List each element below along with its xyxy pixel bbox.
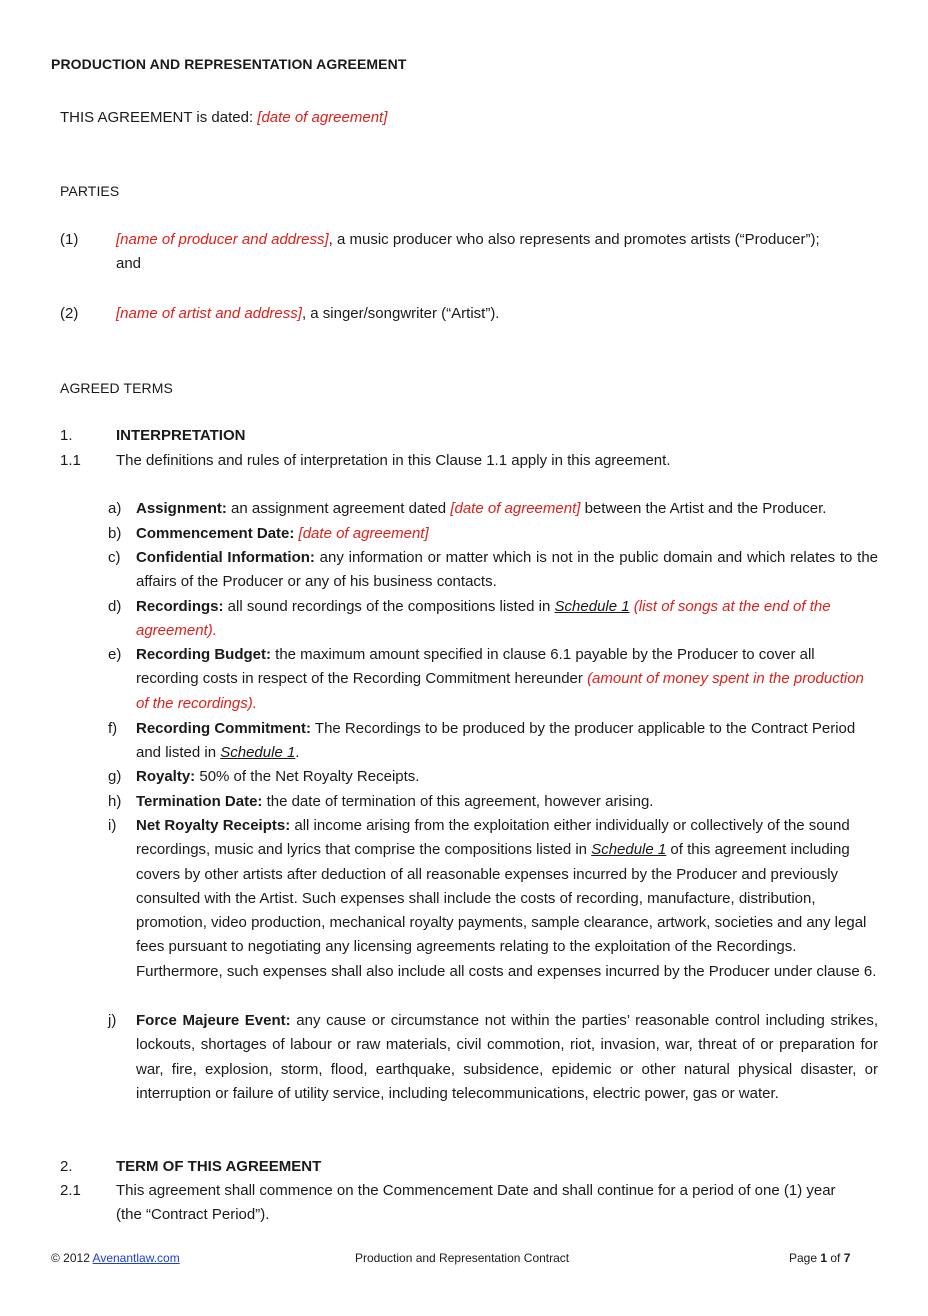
def-j-text <box>136 1009 878 1106</box>
def-e-term: Recording Budget: <box>136 646 271 663</box>
def-a-term: Assignment: <box>136 500 227 517</box>
page-total: 7 <box>843 1251 851 1265</box>
agreed-terms-heading: AGREED TERMS <box>60 380 173 396</box>
def-g-text <box>136 765 878 789</box>
def-f-term: Recording Commitment: <box>136 720 312 737</box>
party-2-description: , a singer/songwriter (“Artist”). <box>301 305 500 322</box>
def-i-term: Net Royalty Receipts: <box>136 817 291 834</box>
footer-copyright <box>51 1250 180 1266</box>
def-f-letter: f) <box>108 720 118 737</box>
footer-website-link[interactable]: Avenantlaw.com <box>92 1251 180 1265</box>
def-f-end: . <box>295 744 300 762</box>
section-1-heading: INTERPRETATION <box>116 427 246 444</box>
def-d-letter: d) <box>108 598 122 615</box>
schedule-1-link[interactable]: Schedule 1 <box>220 744 296 762</box>
def-d-placeholder: (list of songs at the end of the agreement) <box>136 598 831 640</box>
def-d-term: Recordings: <box>136 598 224 615</box>
def-j-body: any cause or circumstance not within the parties’ reasonable control including strikes, lockouts, shortages of labour or raw materials, civil commotion, riot, invasion, war, threat of or preparation for war, fire, explosion, storm, flood, earthquake, subsidence, epidemic or other natural physical disaster, or interruption or failure of utility service, including telecommunications, electric power, gas or water. <box>136 1012 878 1102</box>
def-a-placeholder: [date of agreement] <box>450 500 581 517</box>
def-h-body: the date of termination of this agreement, however arising. <box>262 793 654 810</box>
def-h-text <box>136 790 878 814</box>
producer-placeholder: [name of producer and address] <box>116 231 329 248</box>
def-c-letter: c) <box>108 549 121 566</box>
def-h-letter: h) <box>108 793 122 810</box>
artist-placeholder: [name of artist and address] <box>116 305 302 322</box>
def-e-text <box>136 643 878 716</box>
party-2-text <box>116 302 499 326</box>
copyright-text: © 2012 <box>51 1251 93 1265</box>
clause-2-1-text: This agreement shall commence on the Commencement Date and shall continue for a period of one (1) year (the “Contract Period”). <box>116 1182 836 1224</box>
dated-placeholder: [date of agreement] <box>257 109 388 126</box>
def-h-term: Termination Date: <box>136 793 263 810</box>
def-f-body: The Recordings to be produced by the producer applicable to the Contract Period and listed in <box>136 720 856 762</box>
section-2-heading: TERM OF THIS AGREEMENT <box>116 1158 322 1175</box>
footer-doc-name: Production and Representation Contract <box>355 1251 570 1265</box>
def-e-letter: e) <box>108 646 122 663</box>
parties-heading: PARTIES <box>60 183 120 199</box>
def-i-body-end: of this agreement including covers by other artists after deduction of all reasonable expenses incurred by the Producer and previously consulted with the Artist. Such expenses shall include the costs of recording, manufacture, distribution, promotion, video production, mechanical royalty payments, sample clearance, artwork, societies and any legal fees pursuant to negotiating any licensing agreements relating to the exploitation of the Recordings. Furthermore, such expenses shall also include all costs and expenses incurred by the Producer under clause 6. <box>136 841 877 980</box>
def-d-end: . <box>212 622 217 640</box>
section-2-number: 2. <box>60 1158 73 1175</box>
def-c-body: any information or matter which is not in the public domain and which relates to the affairs of the Producer or any of his business contacts. <box>136 549 879 591</box>
def-i-body: all income arising from the exploitation either individually or collectively of the sound recordings, music and lyrics that comprise the compositions listed in <box>136 817 850 859</box>
def-b-text <box>136 522 878 546</box>
clause-1-1-text: The definitions and rules of interpretation in this Clause 1.1 apply in this agreement. <box>116 452 671 469</box>
def-b-letter: b) <box>108 525 122 542</box>
def-a-body-end: between the Artist and the Producer. <box>580 500 827 517</box>
def-g-term: Royalty: <box>136 768 196 785</box>
agreement-dated-line <box>60 106 387 130</box>
def-a-text <box>136 497 878 521</box>
clause-1-1-number: 1.1 <box>60 452 81 469</box>
dated-label: THIS AGREEMENT is dated: <box>60 109 258 126</box>
document-title: PRODUCTION AND REPRESENTATION AGREEMENT <box>51 56 407 72</box>
def-j-term: Force Majeure Event: <box>136 1012 291 1029</box>
party-1-text <box>116 228 820 252</box>
def-i-text <box>136 814 878 984</box>
def-a-body: an assignment agreement dated <box>226 500 451 517</box>
party-2-number: (2) <box>60 305 79 322</box>
page-current: 1 <box>820 1251 828 1265</box>
def-a-letter: a) <box>108 500 122 517</box>
def-g-body: 50% of the Net Royalty Receipts. <box>195 768 420 785</box>
party-1-and: and <box>116 255 142 272</box>
def-i-letter: i) <box>108 817 117 834</box>
def-b-placeholder: [date of agreement] <box>298 525 429 542</box>
def-f-text <box>136 717 878 766</box>
schedule-1-link[interactable]: Schedule 1 <box>554 598 630 615</box>
def-c-text <box>136 546 878 595</box>
clause-2-1-number: 2.1 <box>60 1182 81 1199</box>
def-d-text <box>136 595 878 644</box>
def-c-term: Confidential Information: <box>136 549 315 566</box>
def-d-body: all sound recordings of the compositions listed in <box>223 598 555 615</box>
def-g-letter: g) <box>108 768 122 785</box>
party-1-description: , a music producer who also represents and promotes artists (“Producer”); <box>328 231 820 248</box>
page-label: Page <box>789 1251 821 1265</box>
party-1-number: (1) <box>60 231 79 248</box>
footer-page-number <box>789 1250 850 1266</box>
section-1-number: 1. <box>60 427 73 444</box>
def-j-letter: j) <box>108 1012 117 1029</box>
page-of: of <box>827 1251 844 1265</box>
def-b-term: Commencement Date: <box>136 525 295 542</box>
def-e-body: the maximum amount specified in clause 6.1 payable by the Producer to cover all recording costs in respect of the Recording Commitment hereunder <box>136 646 815 688</box>
schedule-1-link[interactable]: Schedule 1 <box>591 841 667 859</box>
def-e-placeholder: (amount of money spent in the production of the recordings). <box>136 670 864 712</box>
